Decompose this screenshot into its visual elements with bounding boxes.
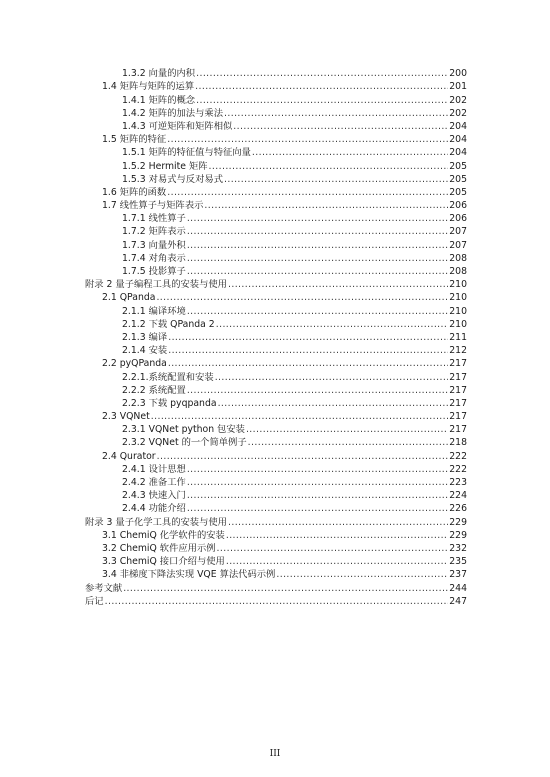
toc-entry-title: 2.4.1 设计思想 [122,463,186,475]
toc-entry-page: 208 [449,266,467,277]
toc-entry-page: 247 [449,595,467,607]
toc-entry[interactable] [85,67,467,80]
toc-entry-title: 2.1.3 编译 [122,331,168,343]
toc-dot-leader [187,464,448,476]
toc-entry[interactable] [85,159,467,172]
toc-dot-leader [195,81,448,93]
toc-entry-title: 2.2.3 下载 pyqpanda [122,397,217,409]
toc-entry-page: 217 [449,424,467,436]
toc-entry-title: 1.4 矩阵与矩阵的运算 [102,81,195,93]
toc-dot-leader [204,200,448,212]
toc-entry-page: 224 [449,490,467,502]
toc-entry-page: 229 [449,529,467,541]
toc-entry[interactable] [85,476,467,489]
toc-entry[interactable] [85,120,467,133]
toc-dot-leader [187,266,448,278]
toc-entry-page: 205 [449,160,467,172]
toc-dot-leader [196,68,448,80]
toc-entry-page: 205 [449,173,467,185]
toc-entry-title: 3.4 非梯度下降法实现 VQE 算法代码示例 [102,569,276,581]
toc-entry[interactable] [85,133,467,146]
toc-dot-leader [157,451,449,463]
toc-entry-title: 2.3.1 VQNet python 包安装 [122,424,245,436]
toc-entry-title: 3.2 ChemiQ 软件应用示例 [102,542,216,554]
toc-entry-page: 217 [449,397,467,409]
toc-entry[interactable] [85,93,467,106]
toc-entry-title: 1.6 矩阵的函数 [102,186,167,198]
toc-entry-title: 参考文献 [85,582,123,594]
toc-entry-page: 217 [449,371,467,383]
toc-entry[interactable] [85,331,467,344]
toc-entry-title: 1.7.1 线性算子 [122,213,186,225]
toc-entry-page: 208 [449,252,467,264]
toc-entry[interactable] [85,449,467,462]
toc-entry-page: 200 [449,68,467,80]
toc-entry-page: 217 [449,411,467,423]
toc-entry-title: 1.7.3 向量外积 [122,239,186,251]
toc-dot-leader [276,569,448,581]
toc-entry-title: 1.7.4 对角表示 [122,252,186,264]
toc-entry-title: 2.1.4 安装 [122,345,168,357]
toc-entry-page: 235 [449,556,467,568]
toc-entry[interactable] [85,344,467,357]
toc-entry-page: 226 [449,503,467,515]
toc-entry-title: 1.5.2 Hermite 矩阵 [122,160,208,172]
toc-entry-title: 1.5.1 矩阵的特征值与特征向量 [122,147,251,159]
toc-entry-title: 2.1.1 编译环境 [122,305,186,317]
toc-entry-title: 1.7.2 矩阵表示 [122,226,186,238]
toc-dot-leader [209,161,449,173]
toc-entry[interactable] [85,199,467,212]
toc-entry-page: 217 [449,358,467,370]
toc-entry[interactable] [85,370,467,383]
toc-entry[interactable] [85,529,467,542]
toc-entry-title: 1.3.2 向量的内积 [122,68,196,80]
toc-entry[interactable] [85,291,467,304]
toc-entry-page: 223 [449,477,467,488]
toc-dot-leader [156,292,448,304]
toc-entry-page: 237 [449,569,467,581]
toc-entry[interactable] [85,186,467,199]
toc-entry[interactable] [85,107,467,120]
toc-entry[interactable] [85,80,467,93]
toc-entry[interactable] [85,489,467,502]
toc-entry-title: 1.5 矩阵的特征 [102,134,167,146]
toc-entry-title: 2.3.2 VQNet 的一个简单例子 [122,437,247,449]
toc-entry-title: 2.1 QPanda [102,292,156,304]
toc-dot-leader [187,490,448,502]
toc-dot-leader [215,372,449,384]
toc-dot-leader [123,583,448,595]
toc-dot-leader [168,358,448,370]
toc-dot-leader [228,279,448,291]
toc-entry-title: 2.4.3 快速入门 [122,490,186,502]
toc-entry-title: 1.4.3 可逆矩阵和矩阵相似 [122,120,233,132]
toc-entry[interactable] [85,555,467,568]
toc-entry-page: 218 [449,437,467,449]
toc-entry-title: 2.1.2 下载 QPanda 2 [122,318,215,330]
toc-dot-leader [168,345,448,357]
toc-entry-title: 2.3 VQNet [102,411,150,423]
toc-entry-title: 附录 3 量子化学工具的安装与使用 [85,516,227,528]
toc-entry-page: 201 [449,81,467,93]
toc-entry-page: 206 [449,200,467,212]
toc-entry-title: 2.2.2 系统配置 [122,384,186,396]
toc-entry-page: 229 [449,516,467,528]
toc-entry-title: 1.4.2 矩阵的加法与乘法 [122,107,223,119]
toc-entry-page: 212 [449,345,467,357]
toc-entry[interactable] [85,265,467,278]
toc-dot-leader [196,95,448,107]
toc-entry[interactable] [85,146,467,159]
toc-dot-leader [187,503,448,515]
page-number: III [269,749,281,759]
toc-entry[interactable] [85,502,467,515]
toc-dot-leader [167,187,448,199]
toc-dot-leader [224,108,448,120]
toc-entry-title: 1.7.5 投影算子 [122,266,186,277]
toc-entry-page: 202 [449,107,467,119]
toc-entry[interactable] [85,173,467,186]
toc-entry[interactable] [85,252,467,265]
toc-entry-page: 204 [449,120,467,132]
toc-entry-page: 210 [449,318,467,330]
toc-entry-title: 2.4 Qurator [102,450,156,462]
toc-dot-leader [151,411,449,423]
toc-dot-leader [168,332,448,344]
toc-entry[interactable] [85,225,467,238]
toc-dot-leader [246,424,448,436]
toc-entry-page: 204 [449,134,467,146]
toc-dot-leader [187,385,448,397]
toc-entry[interactable] [85,581,467,594]
toc-dot-leader [226,556,448,568]
toc-entry-page: 202 [449,94,467,106]
toc-dot-leader [187,477,448,489]
toc-dot-leader [226,530,448,542]
toc-dot-leader [252,147,448,159]
toc-entry[interactable] [85,436,467,449]
toc-entry-title: 1.5.3 对易式与反对易式 [122,173,223,185]
toc-entry-title: 3.3 ChemiQ 接口介绍与使用 [102,556,225,568]
toc-entry-title: 2.2 pyQPanda [102,358,167,370]
toc-dot-leader [187,306,448,318]
toc-entry[interactable] [85,278,467,291]
toc-entry-page: 210 [449,305,467,317]
toc-entry-page: 206 [449,213,467,225]
toc-entry-page: 204 [449,147,467,159]
toc-entry-page: 222 [449,463,467,475]
toc-entry-page: 210 [449,292,467,304]
toc-entry[interactable] [85,357,467,370]
toc-dot-leader [224,174,448,186]
toc-entry-title: 2.4.2 准备工作 [122,477,186,488]
toc-entry-title: 1.7 线性算子与矩阵表示 [102,200,204,212]
toc-entry[interactable] [85,463,467,476]
toc-entry[interactable] [85,397,467,410]
toc-entry[interactable] [85,238,467,251]
toc-dot-leader [187,213,448,225]
toc-dot-leader [248,437,449,449]
toc-dot-leader [187,240,448,252]
toc-entry-title: 2.4.4 功能介绍 [122,503,186,515]
toc-entry[interactable] [85,318,467,331]
toc-entry[interactable] [85,384,467,397]
toc-dot-leader [217,543,449,555]
toc-entry[interactable] [85,212,467,225]
toc-entry[interactable] [85,515,467,528]
toc-entry-page: 217 [449,384,467,396]
toc-entry[interactable] [85,423,467,436]
toc-entry-page: 232 [449,542,467,554]
toc-entry-title: 附录 2 量子编程工具的安装与使用 [85,279,227,291]
toc-entry-title: 2.2.1.系统配置和安装 [122,371,214,383]
toc-dot-leader [216,319,449,331]
toc-entry-page: 205 [449,186,467,198]
toc-entry[interactable] [85,304,467,317]
toc-entry-title: 1.4.1 矩阵的概念 [122,94,196,106]
toc-entry-page: 207 [449,239,467,251]
table-of-contents [85,67,467,608]
toc-dot-leader [187,226,448,238]
toc-entry[interactable] [85,568,467,581]
toc-entry[interactable] [85,542,467,555]
toc-entry-page: 210 [449,279,467,291]
toc-dot-leader [228,517,448,529]
toc-entry-title: 3.1 ChemiQ 化学软件的安装 [102,529,225,541]
toc-dot-leader [167,134,448,146]
toc-entry[interactable] [85,595,467,608]
toc-dot-leader [187,253,448,265]
toc-entry-page: 222 [449,450,467,462]
toc-dot-leader [218,398,449,410]
toc-entry-page: 244 [449,582,467,594]
toc-dot-leader [233,121,448,133]
toc-entry-title: 后记 [85,595,104,607]
toc-entry-page: 207 [449,226,467,238]
toc-dot-leader [105,596,449,608]
toc-entry-page: 211 [449,331,467,343]
toc-entry[interactable] [85,410,467,423]
